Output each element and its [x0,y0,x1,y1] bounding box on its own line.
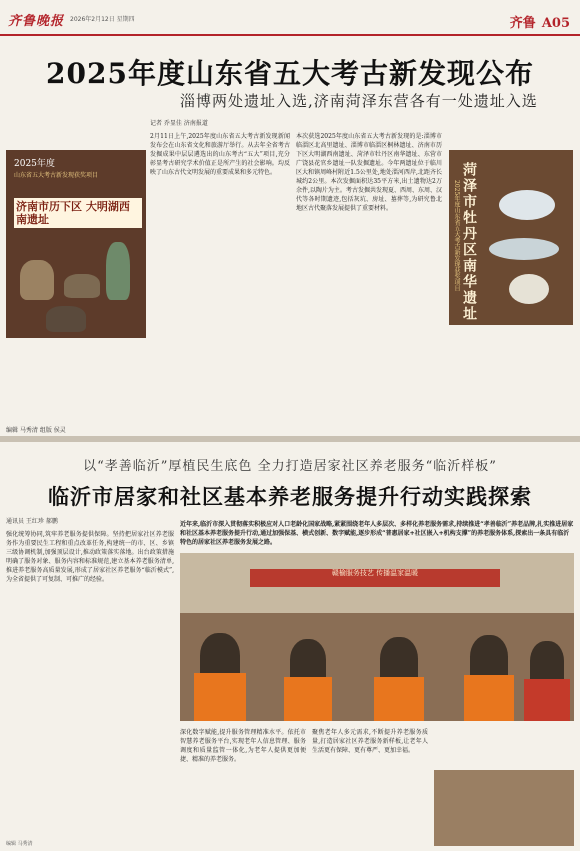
article1-column-1: 2月11日上午,2025年度山东省五大考古新发现新闻发布会在山东省文化和旅游厅举行。从去年全省考古发掘成果中层层遴选出的山东考古“五大”项目,充分彰显考古研究学术价值正是所产生的社会影响。均反映了山东古代文明发展的重要成果和多元特色。 [150,133,290,176]
poster-award-tag: 山东省五大考古新发现获奖项目 [14,172,99,179]
section-label [510,12,570,31]
elderly-residents-photo [434,770,574,846]
porcelain-dish-image [489,238,559,260]
article2-column-right: 聚焦老年人多元需求,不断提升养老服务质量,打造居家社区养老服务新样板,让老年人生活更有保障、更有尊严、更加幸福。 [312,729,428,754]
attendee-vest [464,675,514,721]
meeting-photo [180,553,574,721]
porcelain-bowl-image [499,190,555,220]
issue-date: 2026年2月12日 星期四 [70,16,135,23]
poster-award-tag: 2025年度山东省五大考古新发现获奖项目 [453,180,460,292]
editor-credits-bottom: 编辑 马秀清 [6,841,33,847]
poster-nanhua-site [449,150,573,325]
porcelain-cup-image [509,274,549,304]
section-divider [0,436,580,442]
attendee-vest [284,677,332,721]
attendee-vest [524,679,570,721]
artifact-jar-image [20,260,54,300]
masthead-rule [0,34,580,36]
poster-site-name: 济南市历下区 大明湖西南遗址 [14,198,142,228]
masthead [0,0,580,38]
article1-byline: 记者 乔显佳 济南报道 [150,120,208,127]
section-name: 齐鲁 [509,16,536,31]
article1-subheadline: 淄博两处遗址入选,济南菏泽东营各有一处遗址入选 [180,92,538,110]
page-number: A05 [541,16,570,31]
article2-column-mid: 深化数字赋能,提升服务管理精准水平。依托市智慧养老服务平台,实现老年人信息管理、服务调度和质量监管一体化,为老年人提供更加便捷、精准的养老服务。 [180,729,306,763]
poster-daminghu-site [6,150,146,338]
article2-headline: 临沂市居家和社区基本养老服务提升行动实践探索 [48,484,532,509]
article2-byline: 通讯员 王红珍 郝鹏 [6,518,58,525]
article1-column-2: 本次获选2025年度山东省五大考古新发现的是:淄博市临淄区北高里遗址、淄博市临淄区桐林遗址、济南市历下区大明湖西南遗址、菏泽市牡丹区南华遗址、东营市广饶县花官乡遗址一队发掘遗址。今年两遗址位于临川区大和镇周峰村附近1.5公里处,地处淄河西岸,北距齐长城约2公里。本次发掘面积达35平方米,出土遗物达2万余件,以陶片为主。考古发掘共发现夏、西周、东周、汉代等各时期遗迹,包括灰坑、房址、墓葬等,为研究鲁北地区古代聚落发展提供了重要材料。 [296,133,442,212]
newspaper-logo: 齐鲁晚报 [8,14,65,29]
attendee-vest [194,673,246,721]
article1-headline: 2025年度山东省五大考古新发现公布 [46,57,534,90]
artifact-bowl-image [64,274,100,298]
article2-pre-headline: 以“孝善临沂”厚植民生底色 全力打造居家社区养老服务“临沂样板” [83,459,497,474]
poster-year: 2025年度 [14,159,55,169]
article2-summary: 近年来,临沂市深入贯彻落实积极应对人口老龄化国家战略,紧紧围绕老年人多层次、多样化养老服务需求,持续推进“孝善临沂”养老品牌,扎实推进居家和社区基本养老服务提升行动,通过加强保基、横式创新、数字赋能,逐步形成“普惠居家+社区嵌入+机构支撑”的养老服务体系,探索出一条具有临沂特色的居家社区养老服务发展之路。 [180,521,574,546]
article2-column-left: 强化统筹协同,筑牢养老服务提供保障。坚持把居家社区养老服务作为重要民生工程和重点改革任务,构建统一的市、区、乡镇三级协调机制,加强顶层设计,推动政策落实落地。出台政策措施明确了服务对象、服务内容和标准规范,建立基本养老服务清单,推进养老服务高质量发展,形成了居家社区养老服务“临沂模式”,为全省提供了可复制、可推广的经验。 [6,531,174,583]
attendee-vest [374,677,424,721]
poster-site-name: 菏泽市牡丹区南华遗址 [461,162,477,322]
meeting-banner: 赣榆服务技艺 传播温家温暖 [250,569,500,587]
editor-credits: 编辑 马秀清 组版 侯灵 [6,427,66,434]
artifact-pot-image [46,306,86,332]
artifact-figure-image [106,242,130,300]
